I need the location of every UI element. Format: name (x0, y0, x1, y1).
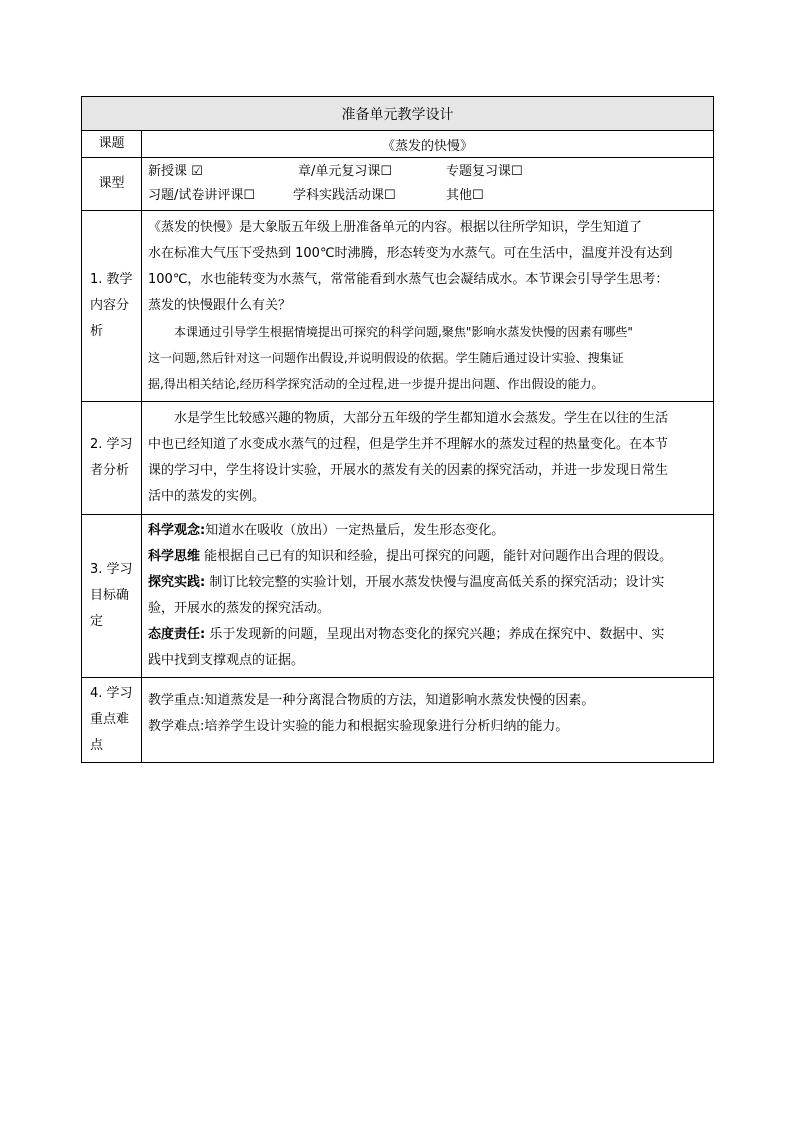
text-line: 这一问题,然后针对这一问题作出假设,并说明假设的依据。学生随后通过设计实验、搜集证 (148, 351, 624, 365)
text-line: 100℃，水也能转变为水蒸气，常常能看到水蒸气也会凝结成水。本节课会引导学生思考： (148, 272, 669, 287)
objective-heading: 态度责任: (148, 627, 206, 642)
option-new-lesson: 新授课 ☑ (148, 164, 203, 179)
topic-label: 课题 (82, 131, 142, 158)
text-line: 本课通过引导学生根据情境提出可探究的科学问题,聚焦"影响水蒸发快慢的因素有哪些" (174, 325, 633, 339)
objective-item (142, 570, 713, 622)
option-topic-review: 专题复习课☐ (446, 164, 523, 179)
objectives-row (82, 515, 714, 678)
difficulty-line: 教学难点:培养学生设计实验的能力和根据实验现象进行分析归纳的能力。 (148, 719, 569, 734)
text-line: 水在标准大气压下受热到 100℃时沸腾，形态转变为水蒸气。可在生活中，温度并没有达到 (148, 246, 673, 261)
learner-analysis-label: 2. 学习者分析 (82, 402, 142, 515)
text-line: 验，开展水的蒸发的探究活动。 (148, 601, 331, 616)
option-practice-activity: 学科实践活动课☐ (293, 188, 396, 203)
lesson-type-row (82, 158, 714, 211)
learner-analysis-text (142, 402, 714, 515)
text-line: 乐于发现新的问题，呈现出对物态变化的探究兴趣；养成在探究中、数据中、实 (209, 627, 665, 642)
key-point-line: 教学重点:知道蒸发是一种分离混合物质的方法，知道影响水蒸发快慢的因素。 (148, 693, 595, 708)
content-analysis-row (82, 211, 714, 402)
objectives-text (142, 515, 714, 678)
text-line: 课的学习中，学生将设计实验，开展水的蒸发有关的因素的探究活动，并进一步发现日常生 (148, 463, 669, 478)
objective-heading: 探究实践: (148, 575, 206, 590)
topic-row (82, 131, 714, 158)
content-paragraph-2 (142, 319, 713, 397)
key-points-row (82, 678, 714, 763)
text-line: 践中找到支撑观点的证据。 (148, 653, 305, 668)
option-exercise-review: 习题/试卷讲评课☐ (148, 188, 256, 203)
objective-heading: 科学思维 (148, 549, 201, 564)
option-unit-review: 章/单元复习课☐ (298, 164, 393, 179)
objective-item (142, 622, 713, 674)
table-title: 准备单元教学设计 (82, 97, 714, 131)
lesson-type-options (142, 158, 714, 211)
lesson-plan-table (81, 96, 714, 763)
content-analysis-text (142, 211, 714, 402)
topic-value: 《蒸发的快慢》 (142, 131, 714, 158)
key-points-text (142, 678, 714, 763)
lesson-type-row-1 (142, 160, 713, 184)
objective-heading: 科学观念: (148, 523, 206, 538)
learner-analysis-row (82, 402, 714, 515)
text-line: 知道水在吸收（放出）一定热量后，发生形态变化。 (205, 523, 505, 538)
content-paragraph-1 (142, 215, 713, 319)
text-line: 据,得出相关结论,经历科学探究活动的全过程,进一步提升提出问题、作出假设的能力。 (148, 377, 604, 391)
key-points-label: 4. 学习重点难点 (82, 678, 142, 763)
text-line: 蒸发的快慢跟什么有关？ (148, 298, 292, 313)
text-line: 活中的蒸发的实例。 (148, 489, 266, 504)
text-line: 能根据自己已有的知识和经验，提出可探究的问题，能针对问题作出合理的假设。 (204, 549, 673, 564)
text-line: 中也已经知道了水变成水蒸气的过程，但是学生并不理解水的蒸发过程的热量变化。在本节 (148, 437, 669, 452)
title-row (82, 97, 714, 131)
objectives-label: 3. 学习目标确定 (82, 515, 142, 678)
text-line: 水是学生比较感兴趣的物质，大部分五年级的学生都知道水会蒸发。学生在以往的生活 (174, 411, 669, 426)
objective-item (142, 544, 713, 570)
lesson-type-row-2 (142, 184, 713, 208)
lesson-type-label: 课型 (82, 158, 142, 211)
text-line: 制订比较完整的实验计划，开展水蒸发快慢与温度高低关系的探究活动；设计实 (209, 575, 665, 590)
learner-paragraph (142, 406, 713, 510)
option-other: 其他☐ (446, 188, 484, 203)
content-analysis-label: 1. 教学内容分析 (82, 211, 142, 402)
text-line: 《蒸发的快慢》是大象版五年级上册准备单元的内容。根据以往所学知识，学生知道了 (148, 220, 643, 235)
objective-item (142, 518, 713, 544)
